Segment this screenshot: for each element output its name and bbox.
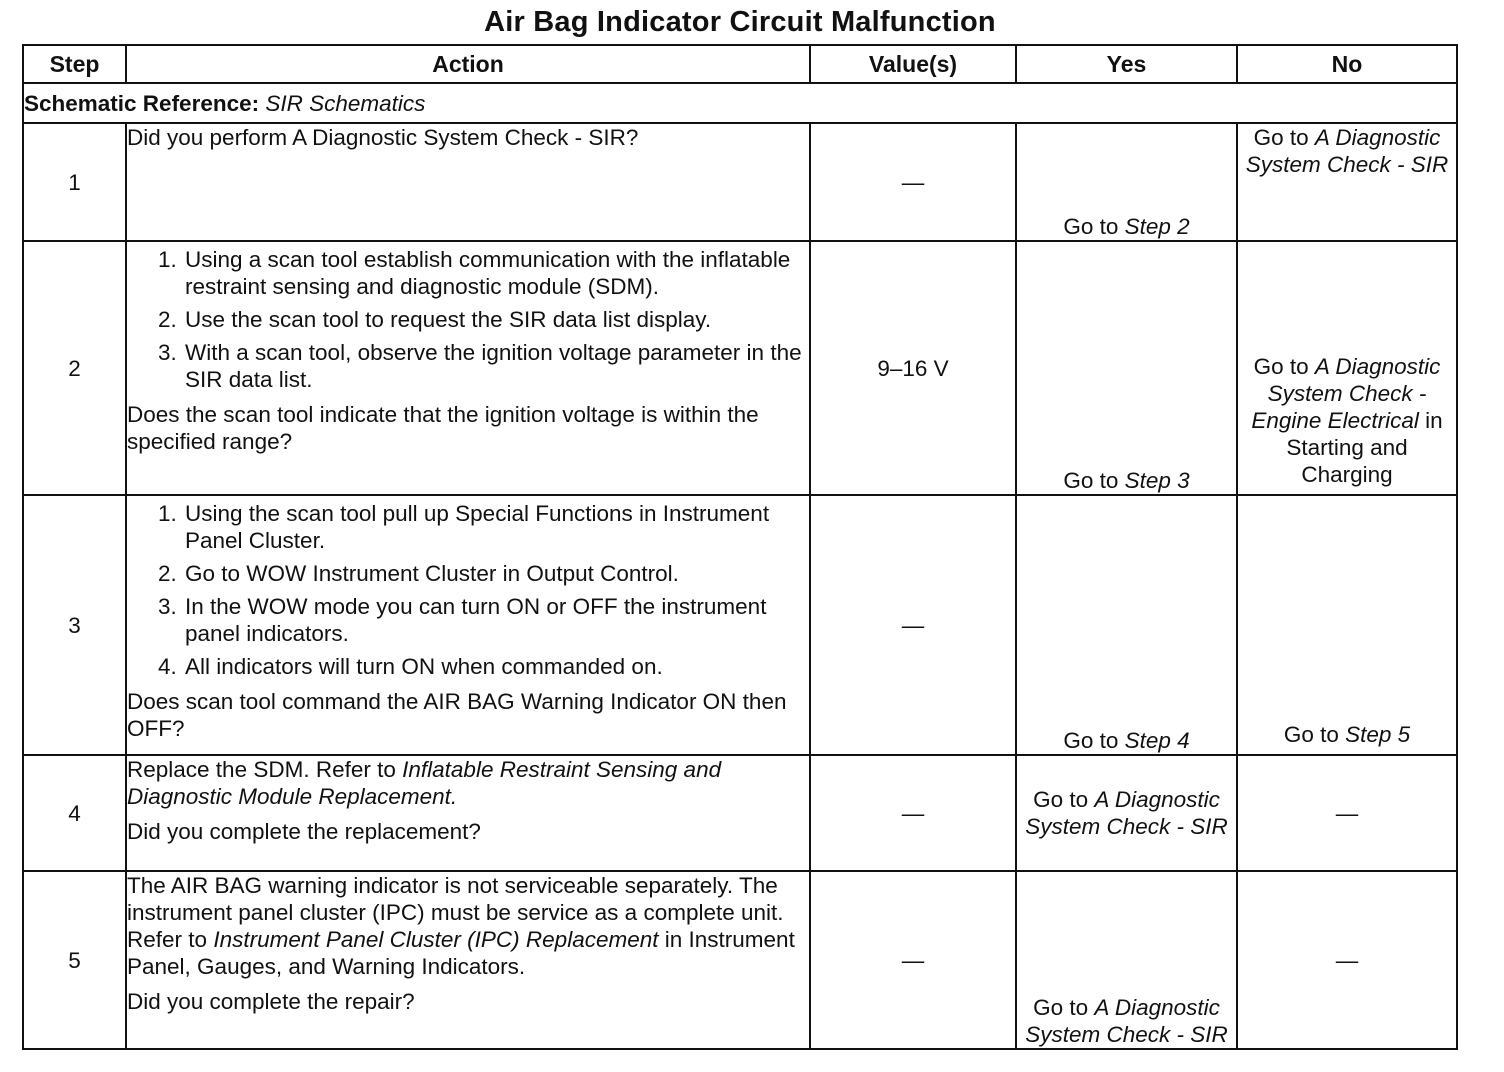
no-link[interactable]: A Diagnostic System Check - Engine Electrical bbox=[1251, 354, 1441, 433]
action-question: Did you perform A Diagnostic System Check - SIR? bbox=[127, 125, 639, 150]
no-cell bbox=[1237, 495, 1457, 755]
no-suffix: in Starting and Charging bbox=[1286, 408, 1443, 487]
step-number: 4 bbox=[23, 755, 126, 871]
schematic-row bbox=[23, 83, 1457, 123]
action-text-block bbox=[127, 756, 809, 810]
yes-prefix: Go to bbox=[1033, 995, 1089, 1020]
table-row bbox=[23, 241, 1457, 495]
no-link[interactable]: Step 5 bbox=[1345, 722, 1411, 747]
substep-item: 4. All indicators will turn ON when commanded on. bbox=[183, 653, 809, 680]
diagnostic-table bbox=[22, 44, 1458, 1050]
yes-cell bbox=[1016, 123, 1237, 241]
action-suffix: in Instrument Panel, Gauges, and Warning Indicators. bbox=[127, 927, 795, 979]
yes-prefix: Go to bbox=[1063, 468, 1119, 493]
header-action: Action bbox=[126, 45, 810, 83]
action-cell bbox=[126, 241, 810, 495]
action-question: Did you complete the repair? bbox=[127, 989, 415, 1014]
substep-item: 3. In the WOW mode you can turn ON or OFF the instrument panel indicators. bbox=[183, 593, 809, 647]
table-row bbox=[23, 755, 1457, 871]
yes-cell bbox=[1016, 241, 1237, 495]
substep-item: 2. Use the scan tool to request the SIR data list display. bbox=[183, 306, 809, 333]
yes-prefix: Go to bbox=[1063, 214, 1119, 239]
substep-list bbox=[127, 246, 809, 393]
header-value: Value(s) bbox=[810, 45, 1016, 83]
header-step: Step bbox=[23, 45, 126, 83]
no-link[interactable]: A Diagnostic System Check - SIR bbox=[1245, 125, 1449, 177]
table-row bbox=[23, 495, 1457, 755]
action-text-block bbox=[127, 872, 809, 980]
no-cell bbox=[1237, 123, 1457, 241]
substep-item: 2. Go to WOW Instrument Cluster in Output Control. bbox=[183, 560, 809, 587]
substep-list bbox=[127, 500, 809, 680]
substep-item: 1. Using a scan tool establish communication with the inflatable restraint sensing and diagnostic module (SDM). bbox=[183, 246, 809, 300]
action-cell bbox=[126, 123, 810, 241]
action-cell bbox=[126, 871, 810, 1049]
step-number: 5 bbox=[23, 871, 126, 1049]
action-link[interactable]: Inflatable Restraint Sensing and Diagnostic Module Replacement. bbox=[127, 757, 722, 809]
yes-prefix: Go to bbox=[1033, 787, 1089, 812]
value-cell: — bbox=[810, 755, 1016, 871]
no-cell: — bbox=[1237, 871, 1457, 1049]
yes-cell bbox=[1016, 495, 1237, 755]
schematic-label: Schematic Reference: bbox=[24, 90, 260, 116]
header-yes: Yes bbox=[1016, 45, 1237, 83]
action-question: Does scan tool command the AIR BAG Warning Indicator ON then OFF? bbox=[127, 689, 787, 741]
schematic-link[interactable]: SIR Schematics bbox=[265, 90, 426, 116]
yes-link[interactable]: A Diagnostic System Check - SIR bbox=[1025, 995, 1228, 1047]
no-cell: — bbox=[1237, 755, 1457, 871]
yes-link[interactable]: Step 2 bbox=[1124, 214, 1190, 239]
no-prefix: Go to bbox=[1253, 125, 1309, 150]
schematic-reference bbox=[23, 83, 1457, 123]
no-prefix: Go to bbox=[1253, 354, 1309, 379]
yes-cell bbox=[1016, 755, 1237, 871]
action-link[interactable]: Instrument Panel Cluster (IPC) Replacement bbox=[213, 927, 659, 952]
step-number: 2 bbox=[23, 241, 126, 495]
yes-cell bbox=[1016, 871, 1237, 1049]
step-number: 1 bbox=[23, 123, 126, 241]
value-cell: — bbox=[810, 123, 1016, 241]
substep-item: 1. Using the scan tool pull up Special Functions in Instrument Panel Cluster. bbox=[183, 500, 809, 554]
yes-link[interactable]: Step 4 bbox=[1124, 728, 1190, 753]
table-row bbox=[23, 871, 1457, 1049]
step-number: 3 bbox=[23, 495, 126, 755]
header-row bbox=[23, 45, 1457, 83]
no-cell bbox=[1237, 241, 1457, 495]
action-text: Replace the SDM. Refer to bbox=[127, 757, 396, 782]
action-question: Does the scan tool indicate that the ignition voltage is within the specified range? bbox=[127, 402, 759, 454]
action-cell bbox=[126, 755, 810, 871]
yes-link[interactable]: Step 3 bbox=[1124, 468, 1190, 493]
no-prefix: Go to bbox=[1283, 722, 1339, 747]
action-text: The AIR BAG warning indicator is not serviceable separately. The instrument panel cluster (IPC) must be service as a complete unit. Refer to bbox=[127, 873, 784, 952]
yes-link[interactable]: A Diagnostic System Check - SIR bbox=[1025, 787, 1228, 839]
value-cell: 9–16 V bbox=[810, 241, 1016, 495]
value-cell: — bbox=[810, 495, 1016, 755]
action-cell bbox=[126, 495, 810, 755]
yes-prefix: Go to bbox=[1063, 728, 1119, 753]
action-question: Did you complete the replacement? bbox=[127, 819, 481, 844]
header-no: No bbox=[1237, 45, 1457, 83]
value-cell: — bbox=[810, 871, 1016, 1049]
substep-item: 3. With a scan tool, observe the ignition voltage parameter in the SIR data list. bbox=[183, 339, 809, 393]
table-row bbox=[23, 123, 1457, 241]
page-title: Air Bag Indicator Circuit Malfunction bbox=[484, 6, 996, 38]
